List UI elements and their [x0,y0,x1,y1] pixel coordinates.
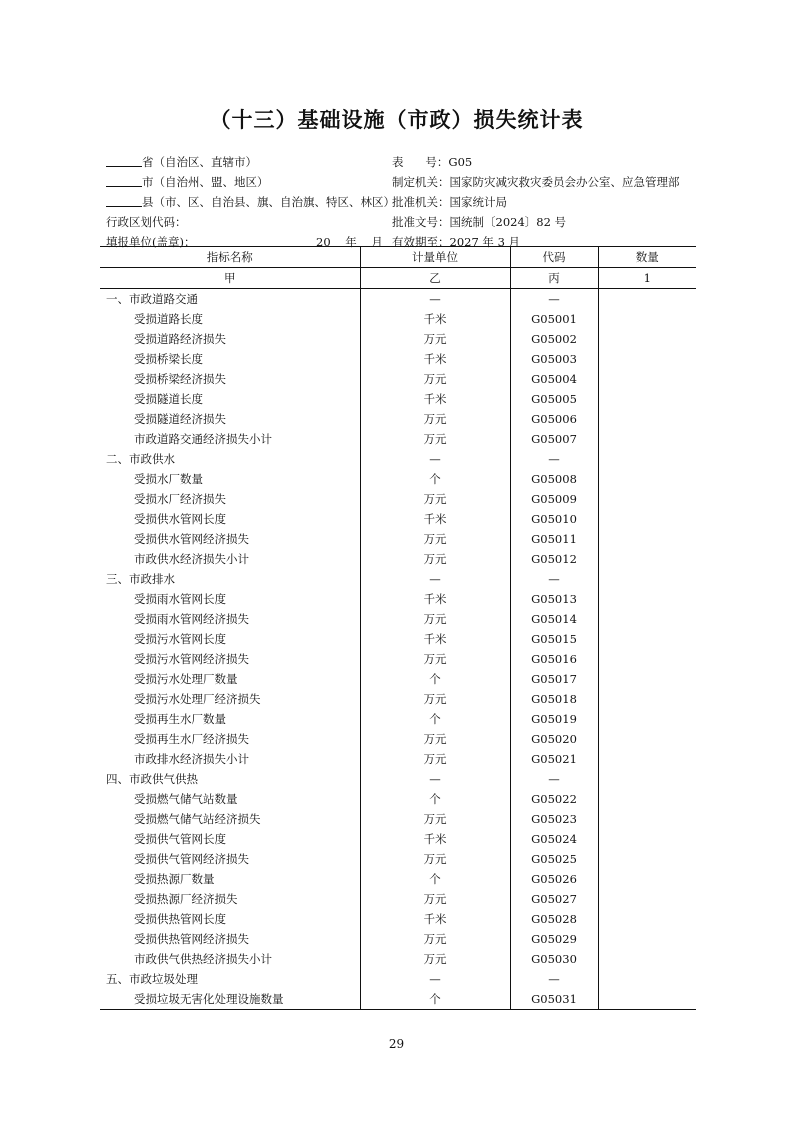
quantity-cell[interactable] [598,369,696,389]
quantity-cell[interactable] [598,769,696,789]
indicator-name: 受损水厂数量 [134,472,203,486]
index-cell-quantity: 1 [598,268,696,289]
section-heading: 四、市政供气供热 [106,772,198,786]
unit-cell: 万元 [360,749,510,769]
table-row [100,329,696,349]
unit-cell: 万元 [360,809,510,829]
header-right-block [392,152,692,252]
table-row [100,289,696,310]
quantity-cell[interactable] [598,609,696,629]
index-cell-code: 丙 [510,268,598,289]
quantity-cell[interactable] [598,349,696,369]
table-row [100,389,696,409]
table-row [100,729,696,749]
section-heading: 三、市政排水 [106,572,175,586]
indicator-name: 受损桥梁经济损失 [134,372,226,386]
quantity-cell[interactable] [598,329,696,349]
unit-cell: 个 [360,869,510,889]
unit-cell: 千米 [360,829,510,849]
code-cell: — [510,769,598,789]
unit-cell: 万元 [360,529,510,549]
unit-cell: 千米 [360,389,510,409]
indicator-name: 受损雨水管网长度 [134,592,226,606]
quantity-cell[interactable] [598,729,696,749]
quantity-cell[interactable] [598,809,696,829]
code-cell: G05019 [510,709,598,729]
indicator-name: 受损垃圾无害化处理设施数量 [100,989,360,1010]
quantity-cell[interactable] [598,569,696,589]
code-cell: G05031 [510,989,598,1010]
valid-until: 有效期至：2027 年 3 月 [392,235,521,249]
quantity-cell[interactable] [598,749,696,769]
table-row [100,749,696,769]
quantity-cell[interactable] [598,529,696,549]
table-row [100,929,696,949]
unit-cell: 万元 [360,329,510,349]
table-row [100,429,696,449]
unit-cell: 个 [360,669,510,689]
quantity-cell[interactable] [598,909,696,929]
index-cell-name: 甲 [100,268,360,289]
unit-cell: 千米 [360,349,510,369]
province-line [106,152,391,172]
quantity-cell[interactable] [598,509,696,529]
table-row [100,829,696,849]
indicator-name: 受损供气管网经济损失 [134,852,249,866]
table-row [100,669,696,689]
code-cell: G05010 [510,509,598,529]
unit-cell: 个 [360,469,510,489]
indicator-name: 受损燃气储气站数量 [134,792,238,806]
quantity-cell[interactable] [598,929,696,949]
indicator-name: 受损隧道长度 [134,392,203,406]
code-cell: G05030 [510,949,598,969]
quantity-cell[interactable] [598,789,696,809]
code-cell: G05029 [510,929,598,949]
code-cell: G05011 [510,529,598,549]
indicator-name: 受损供水管网经济损失 [134,532,249,546]
approval-no: 批准文号：国统制〔2024〕82 号 [392,215,567,229]
quantity-cell[interactable] [598,689,696,709]
table-row [100,769,696,789]
code-cell: — [510,289,598,310]
unit-cell: 万元 [360,729,510,749]
unit-cell: 千米 [360,309,510,329]
indicator-name: 受损桥梁长度 [134,352,203,366]
quantity-cell[interactable] [598,589,696,609]
code-cell: G05013 [510,589,598,609]
indicator-name: 受损道路经济损失 [134,332,226,346]
unit-cell: 万元 [360,929,510,949]
code-cell: G05007 [510,429,598,449]
unit-cell: — [360,449,510,469]
code-cell: G05001 [510,309,598,329]
quantity-cell[interactable] [598,829,696,849]
unit-cell: — [360,769,510,789]
table-row [100,609,696,629]
fill-date: 20 年 月 [316,235,383,249]
quantity-cell[interactable] [598,289,696,310]
table-row [100,549,696,569]
code-cell: G05004 [510,369,598,389]
quantity-cell[interactable] [598,869,696,889]
unit-cell: — [360,969,510,989]
code-cell: G05012 [510,549,598,569]
unit-cell: 万元 [360,429,510,449]
table-body [100,289,696,1010]
table-row [100,489,696,509]
column-header-name: 指标名称 [100,247,360,268]
code-cell: G05009 [510,489,598,509]
indicator-name: 受损隧道经济损失 [134,412,226,426]
unit-cell: — [360,289,510,310]
indicator-name: 受损污水管网经济损失 [134,652,249,666]
unit-cell: 万元 [360,849,510,869]
code-cell: — [510,449,598,469]
table-row [100,989,696,1010]
table-row [100,969,696,989]
code-cell: G05002 [510,329,598,349]
code-cell: G05028 [510,909,598,929]
table-row [100,889,696,909]
code-cell: G05027 [510,889,598,909]
code-cell: G05025 [510,849,598,869]
quantity-cell[interactable] [598,949,696,969]
code-cell: G05005 [510,389,598,409]
table-row [100,949,696,969]
county-blank[interactable] [106,194,142,207]
admin-code-label: 行政区划代码： [106,215,187,229]
unit-cell: 千米 [360,629,510,649]
unit-cell: 万元 [360,549,510,569]
table-index-row [100,268,696,289]
unit-cell: — [360,569,510,589]
quantity-cell[interactable] [598,989,696,1010]
unit-cell: 万元 [360,609,510,629]
column-header-unit: 计量单位 [360,247,510,268]
indicator-name: 受损燃气储气站经济损失 [134,812,261,826]
unit-cell: 千米 [360,589,510,609]
code-cell: G05018 [510,689,598,709]
code-cell: G05016 [510,649,598,669]
indicator-name: 市政供水经济损失小计 [134,552,249,566]
indicator-name: 受损再生水厂经济损失 [134,732,249,746]
code-cell: G05008 [510,469,598,489]
quantity-cell[interactable] [598,889,696,909]
section-heading: 一、市政道路交通 [106,292,198,306]
indicator-name: 受损道路长度 [134,312,203,326]
section-heading: 五、市政垃圾处理 [106,972,198,986]
unit-cell: 万元 [360,689,510,709]
code-cell: G05022 [510,789,598,809]
code-cell: G05021 [510,749,598,769]
page-title: （十三）基础设施（市政）损失统计表 [209,108,584,132]
unit-cell: 万元 [360,649,510,669]
table-row [100,809,696,829]
province-label: 省（自治区、直辖市） [142,155,257,169]
table-row [100,409,696,429]
index-cell-unit: 乙 [360,268,510,289]
code-cell: — [510,569,598,589]
city-line [106,172,391,192]
indicator-name: 受损供气管网长度 [134,832,226,846]
quantity-cell[interactable] [598,849,696,869]
indicator-name: 受损水厂经济损失 [134,492,226,506]
table-row [100,629,696,649]
table-header-row [100,247,696,268]
page-number: 29 [388,1037,405,1051]
quantity-cell[interactable] [598,649,696,669]
indicator-name: 受损污水处理厂数量 [134,672,238,686]
indicator-name: 市政道路交通经济损失小计 [134,432,272,446]
table-row [100,849,696,869]
quantity-cell[interactable] [598,309,696,329]
fill-unit-label: 填报单位(盖章)： [106,235,196,249]
unit-cell: 个 [360,989,510,1010]
quantity-cell[interactable] [598,969,696,989]
indicator-name: 受损供水管网长度 [134,512,226,526]
quantity-cell[interactable] [598,389,696,409]
quantity-cell[interactable] [598,429,696,449]
unit-cell: 万元 [360,369,510,389]
admin-code-line [106,212,391,232]
indicator-name: 受损污水处理厂经济损失 [134,692,261,706]
county-line [106,192,395,212]
indicator-name: 受损污水管网长度 [134,632,226,646]
city-label: 市（自治州、盟、地区） [142,175,269,189]
table-row [100,469,696,489]
code-cell: G05014 [510,609,598,629]
table-row [100,689,696,709]
quantity-cell[interactable] [598,709,696,729]
quantity-cell[interactable] [598,449,696,469]
province-blank[interactable] [106,154,142,167]
loss-statistics-table [100,246,696,1010]
quantity-cell[interactable] [598,469,696,489]
code-cell: G05017 [510,669,598,689]
table-row [100,709,696,729]
quantity-cell[interactable] [598,669,696,689]
indicator-name: 受损热源厂经济损失 [134,892,238,906]
table-row [100,349,696,369]
table-row [100,449,696,469]
unit-cell: 千米 [360,909,510,929]
code-cell: G05003 [510,349,598,369]
indicator-name: 市政排水经济损失小计 [134,752,249,766]
unit-cell: 万元 [360,949,510,969]
table-row [100,509,696,529]
unit-cell: 万元 [360,409,510,429]
section-heading: 二、市政供水 [106,452,175,466]
table-row [100,569,696,589]
code-cell: G05006 [510,409,598,429]
indicator-name: 受损供热管网长度 [134,912,226,926]
unit-cell: 万元 [360,889,510,909]
table-row [100,789,696,809]
quantity-cell[interactable] [598,489,696,509]
table-row [100,529,696,549]
column-header-quantity: 数量 [598,247,696,268]
county-label: 县（市、区、自治县、旗、自治旗、特区、林区） [142,195,395,209]
indicator-name: 受损再生水厂数量 [134,712,226,726]
made-by: 制定机关：国家防灾减灾救灾委员会办公室、应急管理部 [392,175,680,189]
code-cell: G05015 [510,629,598,649]
quantity-cell[interactable] [598,629,696,649]
code-cell: G05020 [510,729,598,749]
city-blank[interactable] [106,174,142,187]
table-row [100,649,696,669]
code-cell: — [510,969,598,989]
indicator-name: 受损热源厂数量 [134,872,215,886]
table-row [100,909,696,929]
indicator-name: 受损雨水管网经济损失 [134,612,249,626]
unit-cell: 万元 [360,489,510,509]
indicator-name: 受损供热管网经济损失 [134,932,249,946]
code-cell: G05024 [510,829,598,849]
table-row [100,589,696,609]
code-cell: G05023 [510,809,598,829]
indicator-name: 市政供气供热经济损失小计 [134,952,272,966]
column-header-code: 代码 [510,247,598,268]
approved-by: 批准机关：国家统计局 [392,195,507,209]
table-row [100,869,696,889]
quantity-cell[interactable] [598,549,696,569]
unit-cell: 个 [360,709,510,729]
form-no: 表 号：G05 [392,155,473,169]
unit-cell: 千米 [360,509,510,529]
unit-cell: 个 [360,789,510,809]
header-left-block [106,152,395,252]
code-cell: G05026 [510,869,598,889]
quantity-cell[interactable] [598,409,696,429]
table-row [100,369,696,389]
table-row [100,309,696,329]
